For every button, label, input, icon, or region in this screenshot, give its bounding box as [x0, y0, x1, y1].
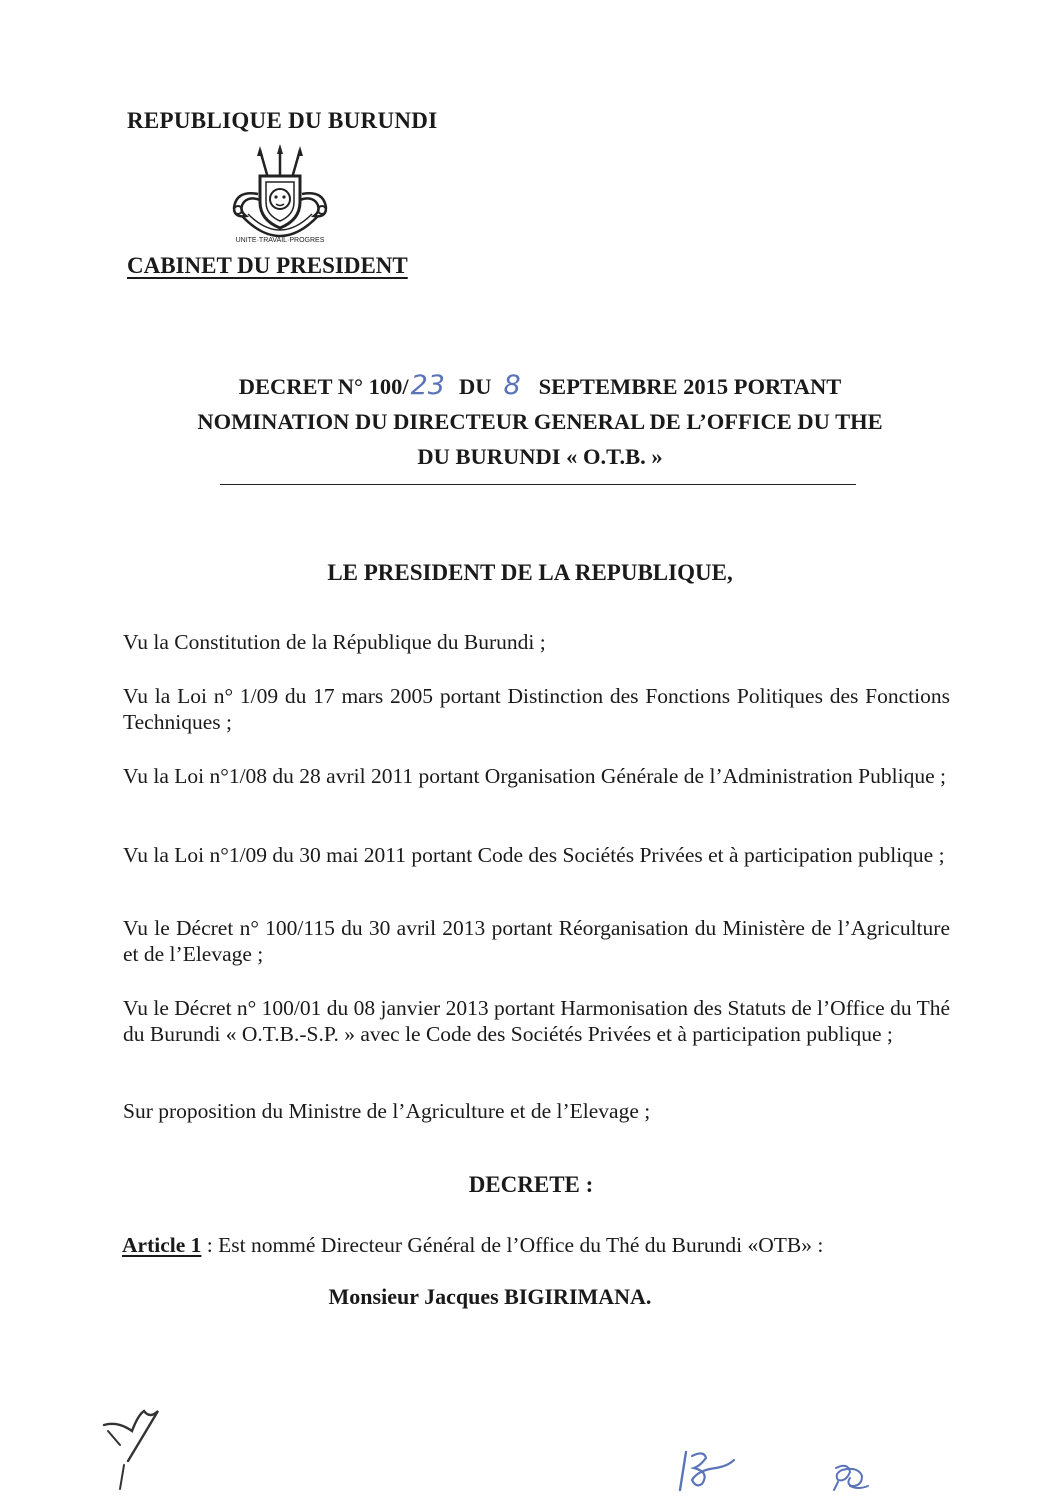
republic-heading: REPUBLIQUE DU BURUNDI — [127, 108, 438, 133]
svg-text:UNITE·TRAVAIL·PROGRES: UNITE·TRAVAIL·PROGRES — [235, 237, 325, 244]
decrete-heading: DECRETE : — [468, 1172, 594, 1197]
coat-of-arms-icon — [224, 144, 336, 252]
handwritten-decree-number: 23 — [410, 370, 445, 401]
article-text: : Est nommé Directeur Général de l’Office du Thé du Burundi «OTB» : — [201, 1233, 824, 1257]
recital-paragraph: Vu le Décret n° 100/115 du 30 avril 2013 portant Réorganisation du Ministère de l’Agriculture et de l’Elevage ; — [123, 916, 950, 966]
recital-paragraph: Sur proposition du Ministre de l’Agriculture et de l’Elevage ; — [123, 1099, 651, 1123]
decree-title-line1 — [100, 368, 980, 404]
decree-prefix: DECRET N° 100/ — [238, 374, 409, 399]
appointee-name: Monsieur Jacques BIGIRIMANA. — [328, 1284, 652, 1309]
decree-du: DU — [458, 374, 492, 399]
decree-title-rest: SEPTEMBRE 2015 PORTANT — [538, 374, 842, 399]
article-label: Article 1 — [122, 1233, 202, 1257]
recital-paragraph: Vu la Loi n° 1/09 du 17 mars 2005 portant Distinction des Fonctions Politiques des Fonctions Techniques ; — [123, 684, 950, 734]
recital-paragraph: Vu le Décret n° 100/01 du 08 janvier 2013 portant Harmonisation des Statuts de l’Office du Thé du Burundi « O.T.B.-S.P. » avec le Code des Sociétés Privées et à participation publique ; — [123, 996, 950, 1046]
cabinet-heading: CABINET DU PRESIDENT — [127, 253, 408, 278]
recital-paragraph: Vu la Loi n°1/09 du 30 mai 2011 portant Code des Sociétés Privées et à participation publique ; — [123, 843, 945, 867]
recital-paragraph: Vu la Loi n°1/08 du 28 avril 2011 portant Organisation Générale de l’Administration Publique ; — [123, 764, 946, 788]
decree-title-line2: NOMINATION DU DIRECTEUR GENERAL DE L’OFFICE DU THE — [197, 409, 883, 434]
decree-title-line3: DU BURUNDI « O.T.B. » — [417, 444, 663, 469]
decree-title — [100, 368, 980, 474]
handwritten-initial-signature — [676, 1448, 740, 1493]
article-1 — [122, 1233, 823, 1258]
recital-paragraph: Vu la Constitution de la République du Burundi ; — [123, 630, 546, 654]
handwritten-initial-signature — [828, 1460, 874, 1494]
title-divider — [220, 484, 856, 485]
handwritten-initial-signature — [98, 1405, 168, 1495]
president-heading: LE PRESIDENT DE LA REPUBLIQUE, — [327, 560, 733, 585]
handwritten-day: 8 — [503, 370, 521, 401]
